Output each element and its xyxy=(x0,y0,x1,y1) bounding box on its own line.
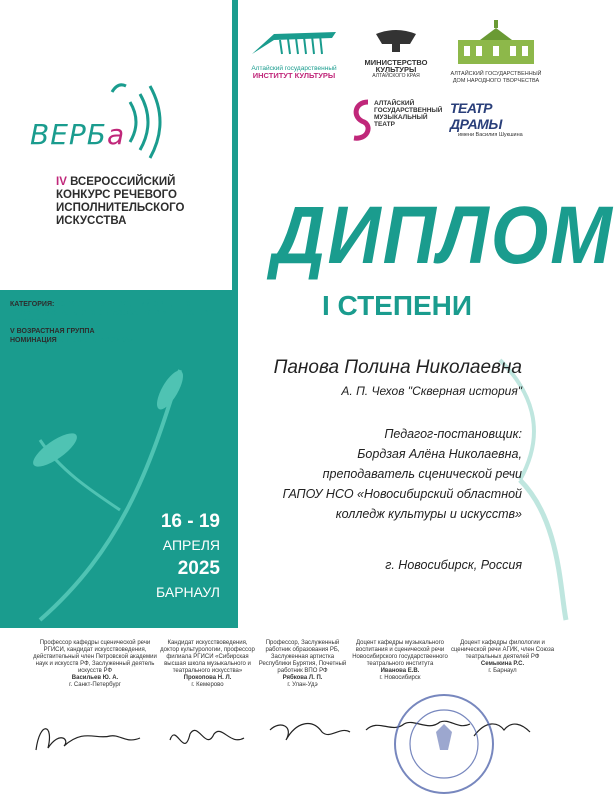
music-theatre-line3: МУЗЫКАЛЬНЫЙ xyxy=(374,114,428,121)
event-dates xyxy=(60,510,220,602)
contest-title xyxy=(56,176,231,228)
ministry-emblem xyxy=(350,28,442,54)
teacher-line3: преподаватель сценической речи xyxy=(322,467,522,481)
winner-city: г. Новосибирск, Россия xyxy=(385,558,522,572)
sig1-city: г. Санкт-Петербург xyxy=(69,682,121,688)
diploma-title: ДИПЛОМ xyxy=(272,189,614,281)
signature-scribble-1 xyxy=(36,729,140,750)
nomination-label: НОМИНАЦИЯ xyxy=(10,337,59,344)
institute-logo xyxy=(244,28,344,84)
date-range: 16 - 19 xyxy=(160,511,220,532)
institute-line2: ИНСТИТУТ КУЛЬТУРЫ xyxy=(252,71,336,80)
folk-house-line1: АЛТАЙСКИЙ ГОСУДАРСТВЕННЫЙ xyxy=(450,71,542,77)
ministry-logo xyxy=(350,28,442,84)
sig2-name: Прокопова Н. Л. xyxy=(183,675,232,681)
institute-harp-logo xyxy=(244,28,344,60)
age-group: V ВОЗРАСТНАЯ ГРУППА xyxy=(10,328,95,335)
sig1-name: Васильев Ю. А. xyxy=(71,675,119,681)
sig3-role: Профессор, Заслуженный работник образования РБ, Заслуженная артистка Республики Бурятия, Почетный работник ВПО РФ xyxy=(258,640,347,674)
teacher-line5: колледж культуры и искусств» xyxy=(335,507,522,521)
verba-main: ВЕРБ xyxy=(30,118,107,151)
performed-work: А. П. Чехов "Скверная история" xyxy=(341,384,522,398)
sig5-city: г. Барнаул xyxy=(488,668,517,674)
verba-accent: а xyxy=(107,118,126,151)
teacher-line1: Педагог-постановщик: xyxy=(384,427,522,441)
sig3-city: г. Улан-Удэ xyxy=(287,682,318,688)
folk-house-logo xyxy=(450,20,542,84)
ministry-line3: АЛТАЙСКОГО КРАЯ xyxy=(372,73,420,79)
signature-scribble-2 xyxy=(170,730,244,743)
building-icon xyxy=(450,20,542,66)
sig3-name: Рябкова Л. П. xyxy=(282,675,323,681)
signature-block-5 xyxy=(450,640,555,675)
teacher-block xyxy=(240,424,522,524)
ministry-line1: МИНИСТЕРСТВО xyxy=(364,58,428,67)
signature-block-2 xyxy=(160,640,255,689)
nomination-value: «ПРОЗА. КЛАССИКА» xyxy=(58,337,134,344)
diploma-degree: I СТЕПЕНИ xyxy=(322,290,473,321)
sig5-role: Доцент кафедры филологии и сценической речи АГИК, член Союза театральных деятелей РФ xyxy=(450,640,555,660)
sig4-city: г. Новосибирск xyxy=(379,675,421,681)
music-theatre-logo-mark xyxy=(350,98,372,142)
event-month: АПРЕЛЯ xyxy=(162,537,220,553)
winner-name: Панова Полина Николаевна xyxy=(273,357,522,378)
signature-scribble-3 xyxy=(270,724,350,740)
signature-block-1 xyxy=(30,640,160,689)
drama-line2: имени Василия Шукшина xyxy=(458,132,523,138)
sig4-name: Иванова Е.В. xyxy=(380,668,420,674)
folk-house-line2: ДОМ НАРОДНОГО ТВОРЧЕСТВА xyxy=(452,78,540,84)
category-label: КАТЕГОРИЯ: xyxy=(10,301,57,308)
drama-theatre-logo xyxy=(450,100,544,140)
music-theatre-line2: ГОСУДАРСТВЕННЫЙ xyxy=(374,107,443,114)
verba-logo-text xyxy=(30,118,125,151)
teacher-line2: Бордзая Алёна Николаевна, xyxy=(357,447,522,461)
event-place: БАРНАУЛ xyxy=(155,584,220,600)
institute-line1: Алтайский государственный xyxy=(251,65,337,72)
event-year: 2025 xyxy=(177,558,220,579)
category-block xyxy=(10,300,232,345)
round-seal-stamp xyxy=(392,692,496,796)
teacher-line4: ГАПОУ НСО «Новосибирский областной xyxy=(282,487,522,501)
ministry-line2: КУЛЬТУРЫ xyxy=(375,65,417,74)
sig5-name: Семыкина Р.С. xyxy=(480,661,525,667)
sig1-role: Профессор кафедры сценической речи РГИСИ, кандидат искусствоведения, действительный член Петровской академии наук и искусств РФ, Заслуженный деятель искусств РФ xyxy=(33,640,157,674)
sig2-role: Кандидат искусствоведения, доктор культурологии, профессор филиала РГИСИ «Сибирская высшая школа музыкального и театрального искусства» xyxy=(160,640,255,674)
contest-title-text: ВСЕРОССИЙСКИЙ КОНКУРС РЕЧЕВОГО ИСПОЛНИТЕЛЬСКОГО ИСКУССТВА xyxy=(56,176,185,227)
drama-line1: ТЕАТР ДРАМЫ xyxy=(450,100,502,132)
sig4-role: Доцент кафедры музыкального воспитания и сценической речи Новосибирского государственного театрального института xyxy=(352,640,448,667)
signature-block-4 xyxy=(350,640,450,682)
category-value: «СТУДЕНТЫ УЧРЕЖДЕНИЙ СРЕДНЕГО ПРОФЕССИОНАЛЬНОГО ОБРАЗОВАНИЯ СФЕРЫ КУЛЬТУРЫ И ИСКУССТВА» xyxy=(10,301,229,326)
music-theatre-line1: АЛТАЙСКИЙ xyxy=(374,100,415,107)
music-theatre-logo xyxy=(350,96,446,156)
signature-block-3 xyxy=(255,640,350,689)
music-theatre-line4: ТЕАТР xyxy=(374,121,395,128)
sig2-city: г. Кемерово xyxy=(191,682,224,688)
contest-number: IV xyxy=(56,176,67,188)
